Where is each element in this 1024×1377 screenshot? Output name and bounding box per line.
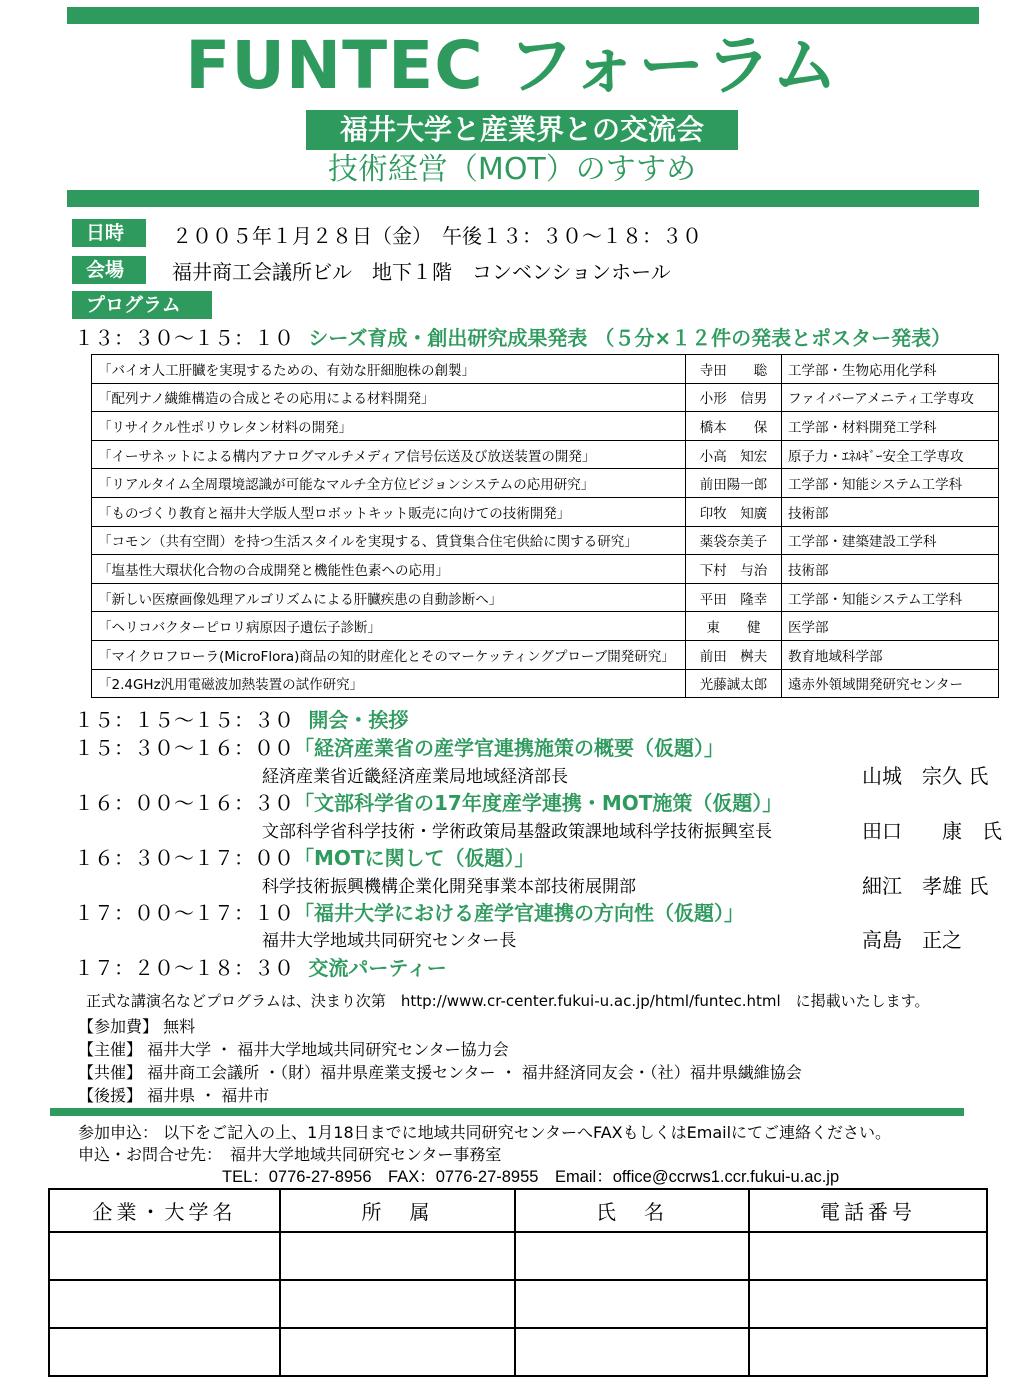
datetime-label: 日時 [72, 219, 146, 247]
speaker-org: 科学技術振興機構企業化開発事業本部技術展開部 [262, 877, 636, 897]
schedule-item-2 [74, 736, 724, 760]
form-cell[interactable] [49, 1280, 280, 1328]
form-header-phone: 電話番号 [749, 1189, 987, 1232]
organizer-text: 【主催】 福井大学 ・ 福井大学地域共同研究センター協力会 [78, 1040, 509, 1059]
presenter-department: 教育地域科学部 [782, 640, 999, 669]
presentation-row [92, 497, 999, 526]
presenter-department: 原子力・ｴﾈﾙｷﾞｰ安全工学専攻 [782, 440, 999, 469]
presenter-name: 前田 桝夫 [686, 640, 782, 669]
presenter-name: 前田陽一郎 [686, 469, 782, 498]
form-cell[interactable] [749, 1328, 987, 1376]
presenter-department: 工学部・知能システム工学科 [782, 469, 999, 498]
form-cell[interactable] [749, 1232, 987, 1280]
presenter-name: 橋本 保 [686, 412, 782, 441]
presentation-row [92, 612, 999, 641]
speaker-org: 福井大学地域共同研究センター長 [262, 931, 517, 951]
presenter-department: 工学部・材料開発工学科 [782, 412, 999, 441]
presentation-row [92, 469, 999, 498]
presentation-row [92, 383, 999, 412]
form-cell[interactable] [515, 1328, 749, 1376]
venue-label: 会場 [72, 256, 146, 284]
presenter-name: 寺田 聡 [686, 355, 782, 384]
form-row [49, 1280, 987, 1328]
top-green-bar [67, 7, 979, 24]
presentation-title: 「イーサネットによる構内アナログマルチメディア信号伝送及び放送装置の開発」 [92, 440, 686, 469]
presentation-row [92, 526, 999, 555]
presentations-table [91, 354, 999, 698]
speaker-name: 山城 宗久 氏 [862, 764, 989, 788]
subtitle: 技術経営（MOT）のすすめ [327, 152, 697, 187]
presentation-title: 「配列ナノ繊維構造の合成とその応用による材料開発」 [92, 383, 686, 412]
presenter-name: 平田 隆幸 [686, 583, 782, 612]
presentation-title: 「バイオ人工肝臓を実現するための、有効な肝細胞株の創製」 [92, 355, 686, 384]
subtitle-banner: 福井大学と産業界との交流会 [306, 110, 738, 150]
presentation-row [92, 669, 999, 698]
cosponsor-text: 【共催】 福井商工会議所 ・（財）福井県産業支援センター ・ 福井経済同友会・（社）福井県繊維協会 [78, 1063, 802, 1082]
header-bottom-green-bar [67, 190, 979, 207]
speaker-name: 田口 康 氏 [862, 819, 1002, 843]
presenter-name: 光藤誠太郎 [686, 669, 782, 698]
schedule-title: 「文部科学省の17年度産学連携・MOT施策（仮題）」 [294, 791, 783, 815]
session1-time: １３：３０～１５：１０ [74, 326, 294, 350]
schedule-item-4 [74, 846, 535, 870]
form-row [49, 1232, 987, 1280]
presentation-title: 「リアルタイム全周環境認識が可能なマルチ全方位ビジョンシステムの応用研究」 [92, 469, 686, 498]
schedule-title: 「福井大学における産学官連携の方向性（仮題）」 [294, 901, 744, 925]
speaker-org: 経済産業省近畿経済産業局地域経済部長 [262, 767, 568, 787]
presentation-row [92, 583, 999, 612]
schedule-time: １７：２０～１８：３０ [74, 956, 294, 980]
schedule-item-3 [74, 791, 782, 815]
venue-value: 福井商工会議所ビル 地下１階 コンベンションホール [172, 260, 671, 284]
presenter-department: 技術部 [782, 555, 999, 584]
contact-details: TEL：0776-27-8956 FAX：0776-27-8955 Email：office@ccrws1.ccr.fukui-u.ac.jp [222, 1168, 840, 1186]
presentation-title: 「塩基性大環状化合物の合成開発と機能性色素への応用」 [92, 555, 686, 584]
form-header-affiliation: 所 属 [280, 1189, 515, 1232]
schedule-item-6 [74, 956, 447, 980]
presentation-title: 「マイクロフローラ(MicroFlora)商品の知的財産化とそのマーケッティングプローブ開発研究」 [92, 640, 686, 669]
form-cell[interactable] [515, 1232, 749, 1280]
presentation-title: 「リサイクル性ポリウレタン材料の開発」 [92, 412, 686, 441]
presenter-department: 医学部 [782, 612, 999, 641]
contact-text: 申込・お問合せ先： 福井大学地域共同研究センター事務室 [78, 1145, 502, 1164]
presentation-title: 「ヘリコバクターピロリ病原因子遺伝子診断」 [92, 612, 686, 641]
form-cell[interactable] [515, 1280, 749, 1328]
presentation-row [92, 412, 999, 441]
presenter-name: 小形 信男 [686, 383, 782, 412]
schedule-time: １５：３０～１６：００ [74, 736, 294, 760]
presentation-row [92, 440, 999, 469]
schedule-item-1 [74, 708, 408, 732]
presenter-name: 小高 知宏 [686, 440, 782, 469]
form-header-company: 企業・大学名 [49, 1189, 280, 1232]
presenter-department: 遠赤外領域開発研究センター [782, 669, 999, 698]
datetime-value: ２００５年１月２８日（金） 午後１３：３０～１８：３０ [172, 224, 702, 248]
program-label: プログラム [72, 291, 212, 319]
form-header-name: 氏 名 [515, 1189, 749, 1232]
presenter-department: 工学部・建築建設工学科 [782, 526, 999, 555]
form-row [49, 1328, 987, 1376]
schedule-title: 交流パーティー [308, 956, 447, 980]
signup-form-table [48, 1188, 988, 1377]
presentation-row [92, 640, 999, 669]
presentation-row [92, 355, 999, 384]
schedule-title: 「MOTに関して（仮題）」 [294, 846, 535, 870]
supporter-text: 【後援】 福井県 ・ 福井市 [78, 1086, 270, 1105]
schedule-time: １５：１５～１５：３０ [74, 708, 294, 732]
speaker-org: 文部科学省科学技術・学術政策局基盤政策課地域科学技術振興室長 [262, 822, 772, 842]
apply-text: 参加申込： 以下をご記入の上、1月18日までに地域共同研究センターへFAXもしくはEmailにてご連絡ください。 [78, 1123, 892, 1142]
presenter-department: 工学部・知能システム工学科 [782, 583, 999, 612]
schedule-time: １６：３０～１７：００ [74, 846, 294, 870]
notice-text: 正式な講演名などプログラムは、決まり次第 http://www.cr-center.fukui-u.ac.jp/html/funtec.html に掲載いたします。 [86, 992, 930, 1010]
form-cell[interactable] [280, 1232, 515, 1280]
presenter-department: 工学部・生物応用化学科 [782, 355, 999, 384]
presenter-name: 薬袋奈美子 [686, 526, 782, 555]
session1-heading [74, 326, 951, 350]
schedule-time: １６：００～１６：３０ [74, 791, 294, 815]
presenter-department: 技術部 [782, 497, 999, 526]
schedule-title: 「経済産業省の産学官連携施策の概要（仮題）」 [294, 736, 724, 760]
presentation-title: 「2.4GHz汎用電磁波加熱装置の試作研究」 [92, 669, 686, 698]
presentation-title: 「ものづくり教育と福井大学版人型ロボットキット販売に向けての技術開発」 [92, 497, 686, 526]
presentation-title: 「新しい医療画像処理アルゴリズムによる肝臓疾患の自動診断へ」 [92, 583, 686, 612]
footer-green-bar [50, 1108, 964, 1116]
form-cell[interactable] [280, 1280, 515, 1328]
presenter-name: 東 健 [686, 612, 782, 641]
presentation-row [92, 555, 999, 584]
presenter-name: 印牧 知廣 [686, 497, 782, 526]
presentation-title: 「コモン（共有空間）を持つ生活スタイルを実現する、賃貸集合住宅供給に関する研究」 [92, 526, 686, 555]
schedule-time: １７：００～１７：１０ [74, 901, 294, 925]
page-title: FUNTEC フォーラム [185, 27, 839, 104]
session1-title: シーズ育成・創出研究成果発表 （５分×１２件の発表とポスター発表） [308, 326, 952, 350]
form-cell[interactable] [49, 1232, 280, 1280]
presenter-name: 下村 与治 [686, 555, 782, 584]
fee-text: 【参加費】 無料 [78, 1017, 196, 1036]
form-cell[interactable] [749, 1280, 987, 1328]
speaker-name: 細江 孝雄 氏 [862, 874, 989, 898]
schedule-item-5 [74, 901, 744, 925]
schedule-title: 開会・挨拶 [308, 708, 409, 732]
speaker-name: 高島 正之 [862, 928, 962, 952]
form-cell[interactable] [280, 1328, 515, 1376]
form-cell[interactable] [49, 1328, 280, 1376]
presenter-department: ファイバーアメニティ工学専攻 [782, 383, 999, 412]
